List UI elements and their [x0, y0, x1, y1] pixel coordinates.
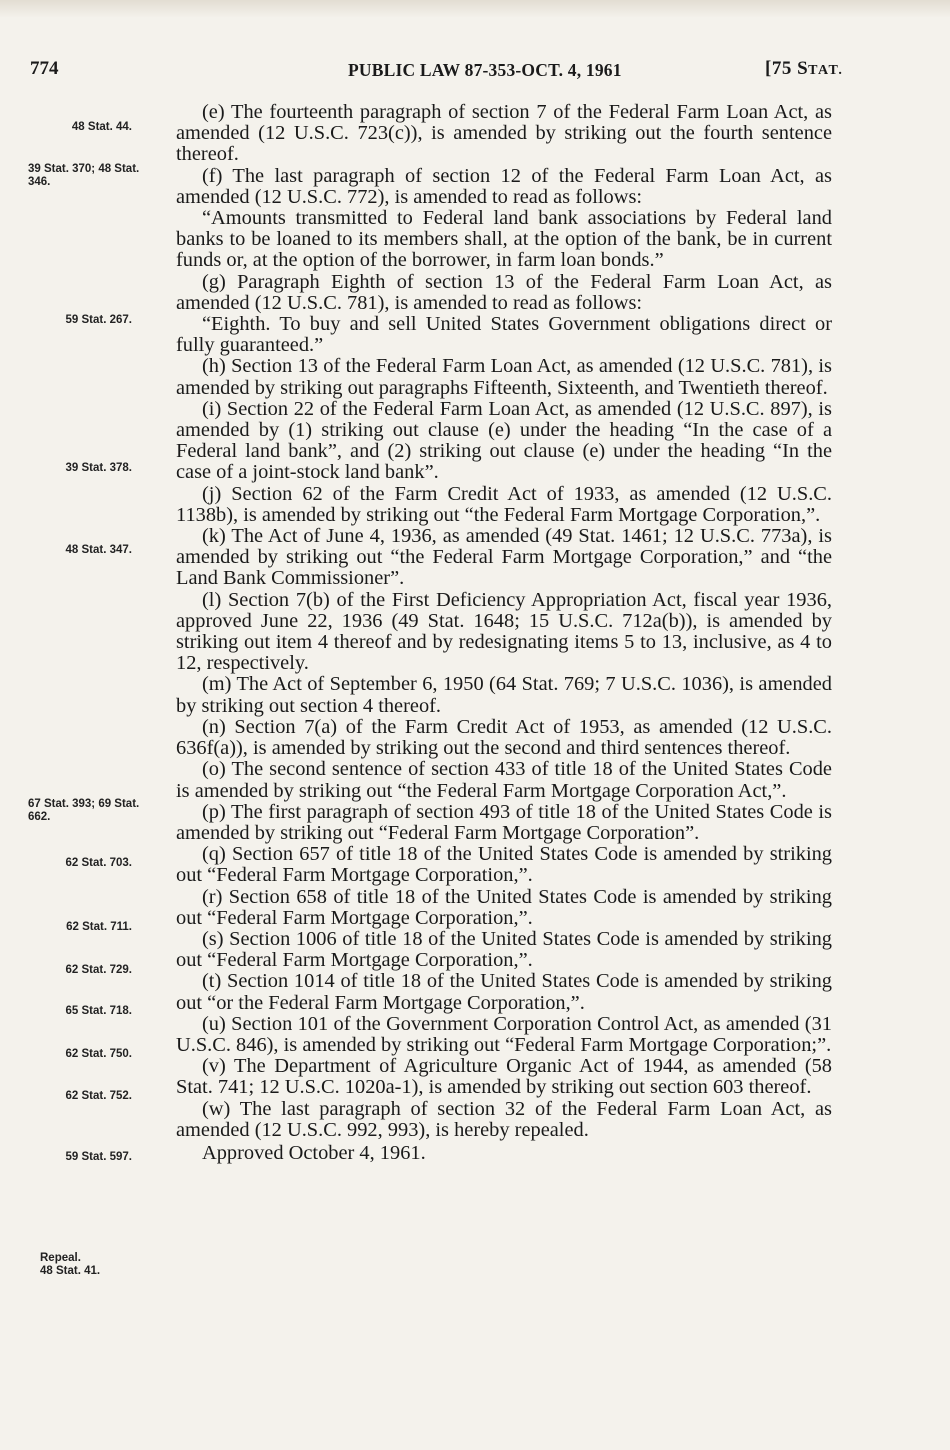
quoted-text: “Amounts transmitted to Federal land bank associations by Federal land banks to be loaned to its members shall, at the option of the bank, be in current funds or, at the option of the borrower, in farm loan bonds.”	[176, 207, 832, 272]
paragraph-t: (t) Section 1014 of title 18 of the United States Code is amended by striking out “or the Federal Farm Mortgage Corporation,”.	[176, 970, 832, 1014]
paragraph-m: (m) The Act of September 6, 1950 (64 Stat. 769; 7 U.S.C. 1036), is amended by striking out section 4 thereof.	[176, 673, 832, 717]
margin-note: 62 Stat. 711.	[66, 921, 132, 933]
paragraph-g: (g) Paragraph Eighth of section 13 of the Federal Farm Loan Act, as amended (12 U.S.C. 781), is amended to read as follows:	[176, 270, 832, 314]
paragraph-o: (o) The second sentence of section 433 of title 18 of the United States Code is amended by striking out “the Federal Farm Mortgage Corporation Act,”.	[176, 758, 832, 802]
margin-note: 39 Stat. 370; 48 Stat. 346.	[28, 163, 140, 188]
margin-note: 62 Stat. 703.	[65, 857, 132, 869]
margin-note: 59 Stat. 267.	[65, 314, 132, 326]
paragraph-j: (j) Section 62 of the Farm Credit Act of 1933, as amended (12 U.S.C. 1138b), is amended by striking out “the Federal Farm Mortgage Corporation,”.	[176, 482, 832, 526]
margin-note: 62 Stat. 752.	[65, 1090, 132, 1102]
paragraph-r: (r) Section 658 of title 18 of the United States Code is amended by striking out “Federal Farm Mortgage Corporation,”.	[176, 885, 832, 929]
paragraph-e: (e) The fourteenth paragraph of section 7 of the Federal Farm Loan Act, as amended (12 U.S.C. 723(c)), is amended by striking out the fourth sentence thereof.	[176, 101, 832, 166]
paragraph-h: (h) Section 13 of the Federal Farm Loan Act, as amended (12 U.S.C. 781), is amended by striking out paragraphs Fifteenth, Sixteenth, and Twentieth thereof.	[176, 355, 832, 399]
margin-note: 62 Stat. 729.	[65, 964, 132, 976]
margin-note: 59 Stat. 597.	[65, 1151, 132, 1163]
page-number: 774	[30, 58, 59, 79]
paragraph-q: (q) Section 657 of title 18 of the United States Code is amended by striking out “Federal Farm Mortgage Corporation,”.	[176, 843, 832, 887]
statute-volume-suffix: TAT.	[808, 63, 844, 78]
statute-volume-prefix: [75 S	[765, 58, 809, 79]
paragraph-p: (p) The first paragraph of section 493 of title 18 of the United States Code is amended by striking out “Federal Farm Mortgage Corporation”.	[176, 800, 832, 844]
paragraph-i: (i) Section 22 of the Federal Farm Loan Act, as amended (12 U.S.C. 897), is amended by (1) striking out clause (e) under the heading “In the case of a Federal land bank”, and (2) striking out clause (e) under the heading “In the case of a joint-stock land bank”.	[176, 397, 832, 484]
margin-note: 65 Stat. 718.	[65, 1005, 132, 1017]
statute-volume	[765, 58, 843, 80]
margin-note-repeal: Repeal.	[40, 1252, 81, 1264]
document-body	[176, 102, 832, 1164]
paragraph-n: (n) Section 7(a) of the Farm Credit Act of 1953, as amended (12 U.S.C. 636f(a)), is amended by striking out the second and third sentences thereof.	[176, 715, 832, 760]
approved-date: Approved October 4, 1961.	[202, 1141, 426, 1164]
margin-note: 48 Stat. 41.	[40, 1265, 101, 1277]
paragraph-u: (u) Section 101 of the Government Corporation Control Act, as amended (31 U.S.C. 846), is amended by striking out “Federal Farm Mortgage Corporation;”.	[176, 1012, 832, 1056]
paragraph-k: (k) The Act of June 4, 1936, as amended (49 Stat. 1461; 12 U.S.C. 773a), is amended by striking out “the Federal Farm Mortgage Corporation,” and “the Land Bank Commissioner”.	[176, 525, 832, 590]
margin-note: 67 Stat. 393; 69 Stat. 662.	[28, 798, 140, 823]
quoted-text: “Eighth. To buy and sell United States Government obligations direct or fully guaranteed.”	[176, 313, 832, 357]
paragraph-w: (w) The last paragraph of section 32 of the Federal Farm Loan Act, as amended (12 U.S.C. 992, 993), is hereby repealed.	[176, 1097, 832, 1141]
margin-note: 48 Stat. 44.	[71, 121, 132, 133]
paragraph-l: (l) Section 7(b) of the First Deficiency Appropriation Act, fiscal year 1936, approved June 22, 1936 (49 Stat. 1648; 15 U.S.C. 712a(b)), is amended by striking out item 4 thereof and by redesignating items 5 to 13, inclusive, as 4 to 12, respectively.	[176, 588, 832, 675]
running-title: PUBLIC LAW 87-353-OCT. 4, 1961	[348, 60, 622, 80]
paragraph-s: (s) Section 1006 of title 18 of the United States Code is amended by striking out “Federal Farm Mortgage Corporation,”.	[176, 927, 832, 972]
paragraph-v: (v) The Department of Agriculture Organic Act of 1944, as amended (58 Stat. 741; 12 U.S.C. 1020a-1), is amended by striking out section 603 thereof.	[176, 1055, 832, 1099]
margin-note: 39 Stat. 378.	[65, 462, 132, 474]
margin-notes	[0, 0, 170, 1450]
margin-note: 62 Stat. 750.	[65, 1048, 132, 1060]
margin-note: 48 Stat. 347.	[65, 544, 132, 556]
paragraph-f: (f) The last paragraph of section 12 of the Federal Farm Loan Act, as amended (12 U.S.C. 772), is amended to read as follows:	[176, 164, 832, 208]
